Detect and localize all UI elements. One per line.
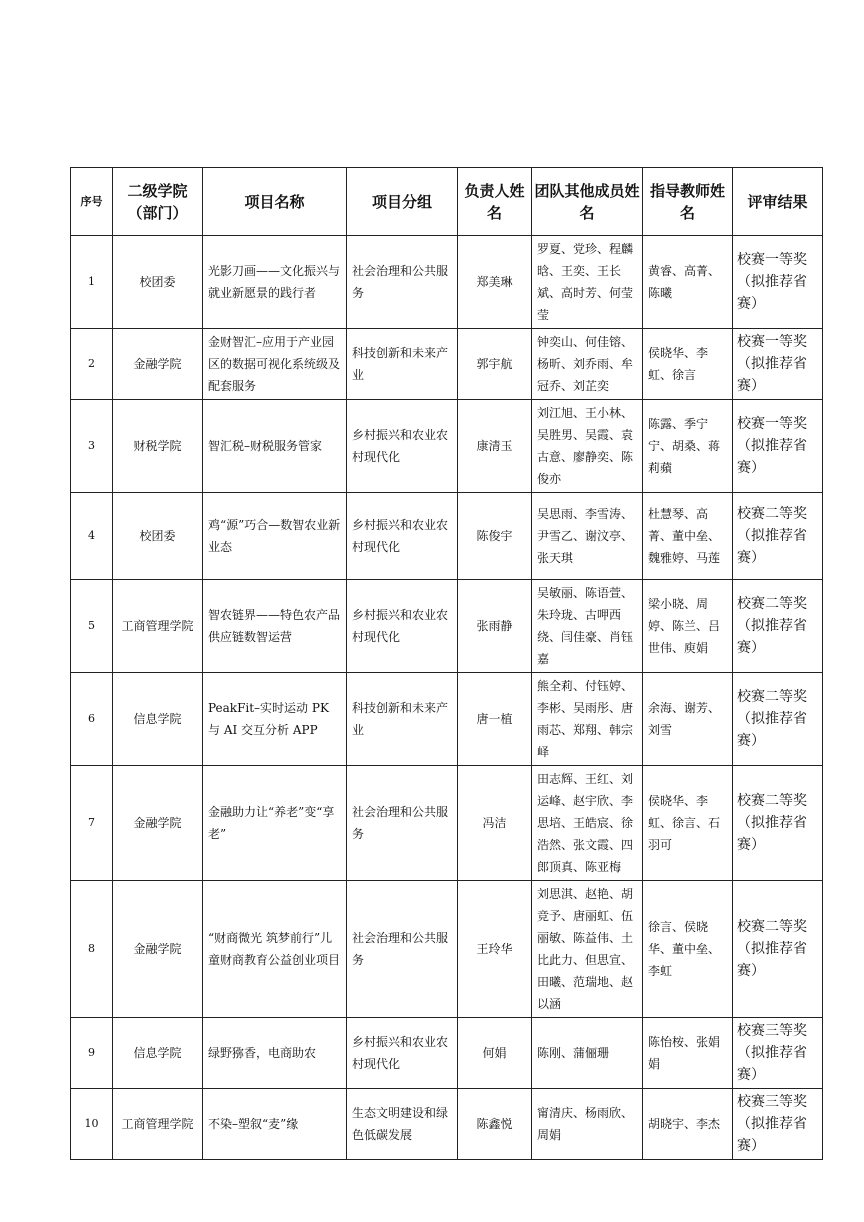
header-result: 评审结果 xyxy=(733,168,823,236)
cell-group: 科技创新和未来产业 xyxy=(347,673,458,766)
cell-group: 乡村振兴和农业农村现代化 xyxy=(347,580,458,673)
cell-college: 信息学院 xyxy=(113,673,203,766)
table-row xyxy=(71,580,823,673)
header-team: 团队其他成员姓名 xyxy=(532,168,643,236)
cell-project: 不染–塑叙“麦”缘 xyxy=(203,1089,347,1160)
cell-college: 财税学院 xyxy=(113,400,203,493)
cell-project: 智汇税–财税服务管家 xyxy=(203,400,347,493)
cell-group: 社会治理和公共服务 xyxy=(347,881,458,1018)
cell-leader: 陈俊宇 xyxy=(458,493,532,580)
cell-college: 校团委 xyxy=(113,493,203,580)
cell-advisor: 杜慧琴、高菁、董中垒、魏雅婷、马莲 xyxy=(643,493,733,580)
cell-result: 校赛二等奖（拟推荐省赛） xyxy=(733,881,823,1018)
cell-seq: 8 xyxy=(71,881,113,1018)
cell-result: 校赛一等奖（拟推荐省赛） xyxy=(733,329,823,400)
cell-group: 社会治理和公共服务 xyxy=(347,236,458,329)
header-seq: 序号 xyxy=(71,168,113,236)
cell-team: 钟奕山、何佳镕、杨昕、刘乔雨、牟冠乔、刘芷奕 xyxy=(532,329,643,400)
cell-group: 生态文明建设和绿色低碳发展 xyxy=(347,1089,458,1160)
cell-advisor: 梁小晓、周婷、陈兰、吕世伟、庾娟 xyxy=(643,580,733,673)
header-leader: 负责人姓名 xyxy=(458,168,532,236)
cell-leader: 陈鑫悦 xyxy=(458,1089,532,1160)
table-row xyxy=(71,329,823,400)
cell-result: 校赛二等奖（拟推荐省赛） xyxy=(733,673,823,766)
cell-seq: 5 xyxy=(71,580,113,673)
header-row xyxy=(71,168,823,236)
cell-leader: 张雨静 xyxy=(458,580,532,673)
cell-result: 校赛一等奖（拟推荐省赛） xyxy=(733,400,823,493)
table-row xyxy=(71,493,823,580)
cell-result: 校赛二等奖（拟推荐省赛） xyxy=(733,766,823,881)
cell-leader: 郑美琳 xyxy=(458,236,532,329)
cell-team: 刘思淇、赵艳、胡竞予、唐丽虹、伍丽敏、陈益伟、土比此力、但思宣、田曦、范瑞地、赵以涵 xyxy=(532,881,643,1018)
table-row xyxy=(71,236,823,329)
cell-advisor: 黄睿、高菁、陈曦 xyxy=(643,236,733,329)
cell-project: PeakFit–实时运动 PK 与 AI 交互分析 APP xyxy=(203,673,347,766)
table-row xyxy=(71,1018,823,1089)
cell-leader: 唐一植 xyxy=(458,673,532,766)
cell-advisor: 侯晓华、李虹、徐言 xyxy=(643,329,733,400)
cell-seq: 9 xyxy=(71,1018,113,1089)
cell-advisor: 余海、谢芳、刘雪 xyxy=(643,673,733,766)
cell-leader: 郭宇航 xyxy=(458,329,532,400)
cell-seq: 7 xyxy=(71,766,113,881)
cell-group: 科技创新和未来产业 xyxy=(347,329,458,400)
header-project-name: 项目名称 xyxy=(203,168,347,236)
cell-project: 光影刀画——文化振兴与就业新愿景的践行者 xyxy=(203,236,347,329)
cell-seq: 10 xyxy=(71,1089,113,1160)
header-group: 项目分组 xyxy=(347,168,458,236)
table-row xyxy=(71,673,823,766)
cell-seq: 6 xyxy=(71,673,113,766)
cell-project: 金财智汇–应用于产业园区的数据可视化系统级及配套服务 xyxy=(203,329,347,400)
cell-result: 校赛三等奖（拟推荐省赛） xyxy=(733,1018,823,1089)
cell-advisor: 陈露、季宁宁、胡桑、蒋莉蘋 xyxy=(643,400,733,493)
cell-result: 校赛一等奖（拟推荐省赛） xyxy=(733,236,823,329)
cell-college: 金融学院 xyxy=(113,881,203,1018)
cell-project: 智农链界——特色农产品供应链数智运营 xyxy=(203,580,347,673)
cell-college: 校团委 xyxy=(113,236,203,329)
cell-seq: 3 xyxy=(71,400,113,493)
cell-team: 吴思雨、李雪涛、尹雪乙、谢汶亭、张天琪 xyxy=(532,493,643,580)
cell-team: 罗夏、党珍、程麟晗、王奕、王长斌、高时芳、何莹莹 xyxy=(532,236,643,329)
cell-advisor: 胡晓宇、李杰 xyxy=(643,1089,733,1160)
cell-advisor: 侯晓华、李虹、徐言、石羽可 xyxy=(643,766,733,881)
cell-project: 鸡“源”巧合—数智农业新业态 xyxy=(203,493,347,580)
cell-team: 刘江旭、王小林、吴胜男、吴霞、袁古意、廖静奕、陈俊亦 xyxy=(532,400,643,493)
header-advisor: 指导教师姓名 xyxy=(643,168,733,236)
cell-team: 吴敏丽、陈语萱、朱玲珑、古呷西绕、闫佳豪、肖钰嘉 xyxy=(532,580,643,673)
cell-group: 社会治理和公共服务 xyxy=(347,766,458,881)
table-row xyxy=(71,400,823,493)
cell-group: 乡村振兴和农业农村现代化 xyxy=(347,493,458,580)
cell-project: “财商微光 筑梦前行”儿童财商教育公益创业项目 xyxy=(203,881,347,1018)
cell-college: 工商管理学院 xyxy=(113,580,203,673)
cell-leader: 冯洁 xyxy=(458,766,532,881)
cell-college: 金融学院 xyxy=(113,329,203,400)
cell-project: 金融助力让“养老”变“享老” xyxy=(203,766,347,881)
cell-seq: 1 xyxy=(71,236,113,329)
cell-result: 校赛二等奖（拟推荐省赛） xyxy=(733,580,823,673)
cell-college: 工商管理学院 xyxy=(113,1089,203,1160)
table-row xyxy=(71,1089,823,1160)
cell-leader: 王玲华 xyxy=(458,881,532,1018)
cell-seq: 4 xyxy=(71,493,113,580)
cell-college: 金融学院 xyxy=(113,766,203,881)
cell-result: 校赛三等奖（拟推荐省赛） xyxy=(733,1089,823,1160)
cell-team: 熊全莉、付钰婷、李彬、吴雨彤、唐雨芯、郑翔、韩宗峄 xyxy=(532,673,643,766)
cell-team: 田志辉、王红、刘运峰、赵宇欣、李思培、王皓宸、徐浩然、张文霞、四郎顶真、陈亚梅 xyxy=(532,766,643,881)
cell-project: 绿野猕香，电商助农 xyxy=(203,1018,347,1089)
table-row xyxy=(71,881,823,1018)
cell-group: 乡村振兴和农业农村现代化 xyxy=(347,1018,458,1089)
cell-college: 信息学院 xyxy=(113,1018,203,1089)
header-college: 二级学院（部门） xyxy=(113,168,203,236)
cell-seq: 2 xyxy=(71,329,113,400)
cell-group: 乡村振兴和农业农村现代化 xyxy=(347,400,458,493)
award-table xyxy=(70,167,823,1160)
cell-team: 甯清庆、杨雨欣、周娟 xyxy=(532,1089,643,1160)
cell-team: 陈刚、蒲俪珊 xyxy=(532,1018,643,1089)
cell-advisor: 徐言、侯晓华、董中垒、李虹 xyxy=(643,881,733,1018)
cell-advisor: 陈怡桉、张娟娟 xyxy=(643,1018,733,1089)
cell-leader: 何娟 xyxy=(458,1018,532,1089)
cell-leader: 康清玉 xyxy=(458,400,532,493)
table-row xyxy=(71,766,823,881)
cell-result: 校赛二等奖（拟推荐省赛） xyxy=(733,493,823,580)
